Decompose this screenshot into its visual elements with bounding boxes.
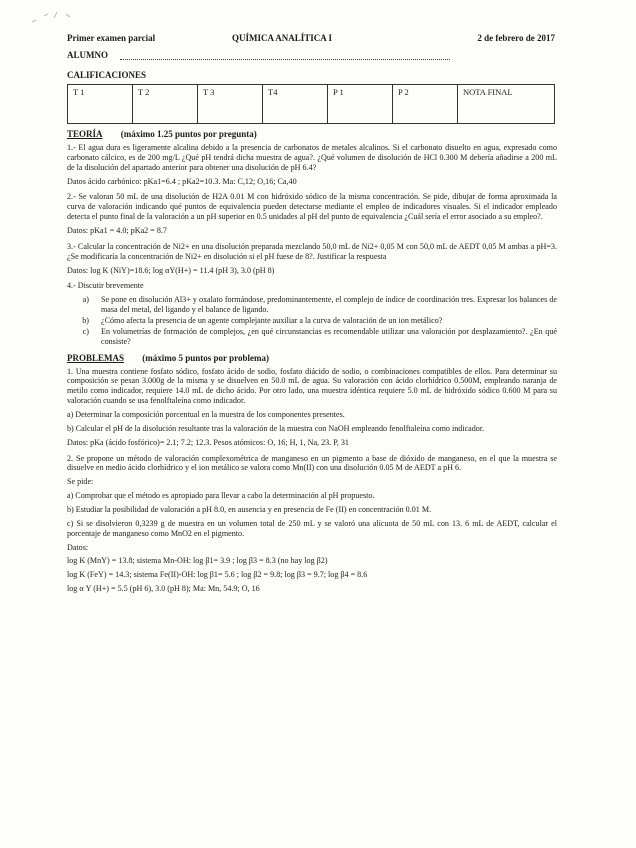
theory-q3-data: Datos: log K (NiY)=18.6; log αY(H+) = 11.4 (pH 3), 3.0 (pH 8) (67, 265, 275, 275)
problem-2-ask: Se pide: (67, 477, 94, 487)
theory-q1-data: Datos ácido carbónico: pKa1=6.4 ; pKa2=10.3. Ma: C,12; O,16; Ca,40 (67, 176, 297, 186)
grades-title: CALIFICACIONES (67, 70, 147, 80)
theory-q4-item-a: a. Se pone en disolución Al3+ y oxalato formándose, predominantemente, el complejo de índice de coordinación tres. Expresar los balances de masa del metal, del ligando y el balance de ligando. (93, 295, 557, 315)
problems-points: (máximo 5 puntos por problema) (142, 352, 269, 363)
grade-cell-p1: P 1 (328, 85, 393, 124)
problem-1-data: Datos: pKa (ácido fosfórico)= 2.1; 7.2; 12.3. Pesos atómicos: O, 16; H, 1, Na, 23. P, 31 (67, 437, 349, 447)
grade-cell-t4: T4 (263, 85, 328, 124)
grade-cell-t1: T 1 (68, 85, 133, 124)
subject-name: QUÍMICA ANALÍTICA I (232, 33, 333, 43)
theory-q4-item-c: c. En volumetrías de formación de complejos, ¿en qué circunstancias es recomendable utilizar una valoración por desplazamiento?. ¿En qué consiste? (93, 327, 557, 347)
theory-q4-list (67, 295, 557, 346)
student-label: ALUMNO (67, 50, 108, 60)
theory-heading (67, 129, 557, 140)
student-name-line (120, 59, 450, 60)
pencil-scribble-icon (30, 8, 80, 28)
exam-name: Primer examen parcial (67, 33, 156, 43)
grade-cell-p2: P 2 (393, 85, 458, 124)
problem-2-data-1: log K (MnY) = 13.8; sistema Mn-OH: log β1= 3.9 ; log β3 = 8.3 (no hay log β2) (67, 556, 328, 566)
problem-2: 2. Se propone un método de valoración complexométrica de manganeso en un pigmento a base de dióxido de manganeso, en el que la muestra se disuelve en medio ácido clorhídrico y el ion metálico se valora como Mn(II) con una disolución 0.05 M de AEDT a pH 6. (67, 453, 557, 473)
theory-points: (máximo 1.25 puntos por pregunta) (120, 129, 257, 139)
grade-cell-final: NOTA FINAL (458, 85, 555, 124)
problem-2-a: a) Comprobar que el método es apropiado para llevar a cabo la determinación al pH propuesto. (67, 491, 375, 501)
problem-1-a: a) Determinar la composición porcentual en la muestra de los componentes presentes. (67, 409, 345, 419)
problem-2-data-2: log K (FeY) = 14.3; sistema Fe(II)-OH: log β1= 5.6 ; log β2 = 9.8; log β3 = 9.7; log β4 = 8.6 (67, 570, 368, 580)
theory-q4: 4.- Discutir brevemente (67, 281, 144, 291)
problem-2-c: c) Si se disolvieron 0,3239 g de muestra en un volumen total de 250 mL y se valoró una alícuota de 50 mL con 13. 6 mL de AEDT, calcular el porcentaje de manganeso como MnO2 en el pigmento. (67, 518, 557, 538)
problem-1: 1. Una muestra contiene fosfato sódico, fosfato ácido de sodio, fosfato diácido de sodio, o combinaciones compatibles de ellos. Para determinar su composición se pesan 3.000g de la misma y se disuelven en 50.0 mL de agua. Su valoración con ácido clorhídrico 0.500M, empleando naranja de metilo como indicador, requiere 14.0 mL de dicho ácido. Por otro lado, una muestra idéntica requiere 5.0 mL de hidróxido sódico 0.600 M para su valoración cuando se usa fenolftaleína como indicador. (67, 366, 557, 406)
problem-2-b: b) Estudiar la posibilidad de valoración a pH 8.0, en ausencia y en presencia de Fe (II) en concentración 0.01 M. (67, 505, 432, 514)
theory-title: TEORÍA (67, 129, 103, 139)
problem-1-b: b) Calcular el pH de la disolución resultante tras la valoración de la muestra con NaOH empleando fenolftaleína como indicador. (67, 423, 485, 433)
theory-q2: 2.- Se valoran 50 mL de una disolución de H2A 0.01 M con hidróxido sódico de la misma concentración. Se pide, dibujar de forma aproximada la curva de valoración indicando qué puntos de equivalencia pueden detectarse mediante el empleo de indicadores visuales. Si el indicador empleado detecta el punto final de la valoración a un pH superior en 0.5 unidades al pH del punto de equivalencia ¿Cuál sería el error asociado a su empleo?. (67, 192, 557, 222)
grades-table (67, 84, 555, 124)
grade-cell-t3: T 3 (198, 85, 263, 124)
exam-date: 2 de febrero de 2017 (477, 33, 555, 43)
grade-cell-t2: T 2 (133, 85, 198, 124)
problem-2-data-3: log α Y (H+) = 5.5 (pH 6), 3.0 (pH 8); Ma: Mn, 54.9; O, 16 (67, 584, 260, 594)
theory-q1: 1.- El agua dura es ligeramente alcalina debido a la presencia de carbonatos de metales alcalinos. Si el carbonato disuelto en agua, expresado como carbonato cálcico, es de 200 mg/L ¿Qué pH tendrá dicha muestra de agua?. ¿Qué volumen de disolución de HCl 0.300 M debería añadirse a 200 mL de la disolución del apartado anterior para obtener una disolución de pH 6.4? (67, 142, 557, 172)
theory-q3: 3.- Calcular la concentración de Ni2+ en una disolución preparada mezclando 50,0 mL de Ni2+ 0,05 M con 50,0 mL de AEDT 0,05 M ambas a pH=3. ¿Se modificaría la concentración de Ni2+ en disolución si el pH fuese de 8?. Justificar la respuesta (67, 241, 557, 261)
theory-q2-data: Datos: pKa1 = 4.0; pKa2 = 8.7 (67, 225, 167, 235)
problems-heading (67, 353, 557, 364)
problems-title: PROBLEMAS (67, 352, 125, 363)
exam-body (67, 129, 557, 598)
problem-2-data-title: Datos: (67, 542, 89, 552)
theory-q4-item-b: b. ¿Cómo afecta la presencia de un agente complejante auxiliar a la curva de valoración de un ion metálico? (93, 316, 557, 326)
